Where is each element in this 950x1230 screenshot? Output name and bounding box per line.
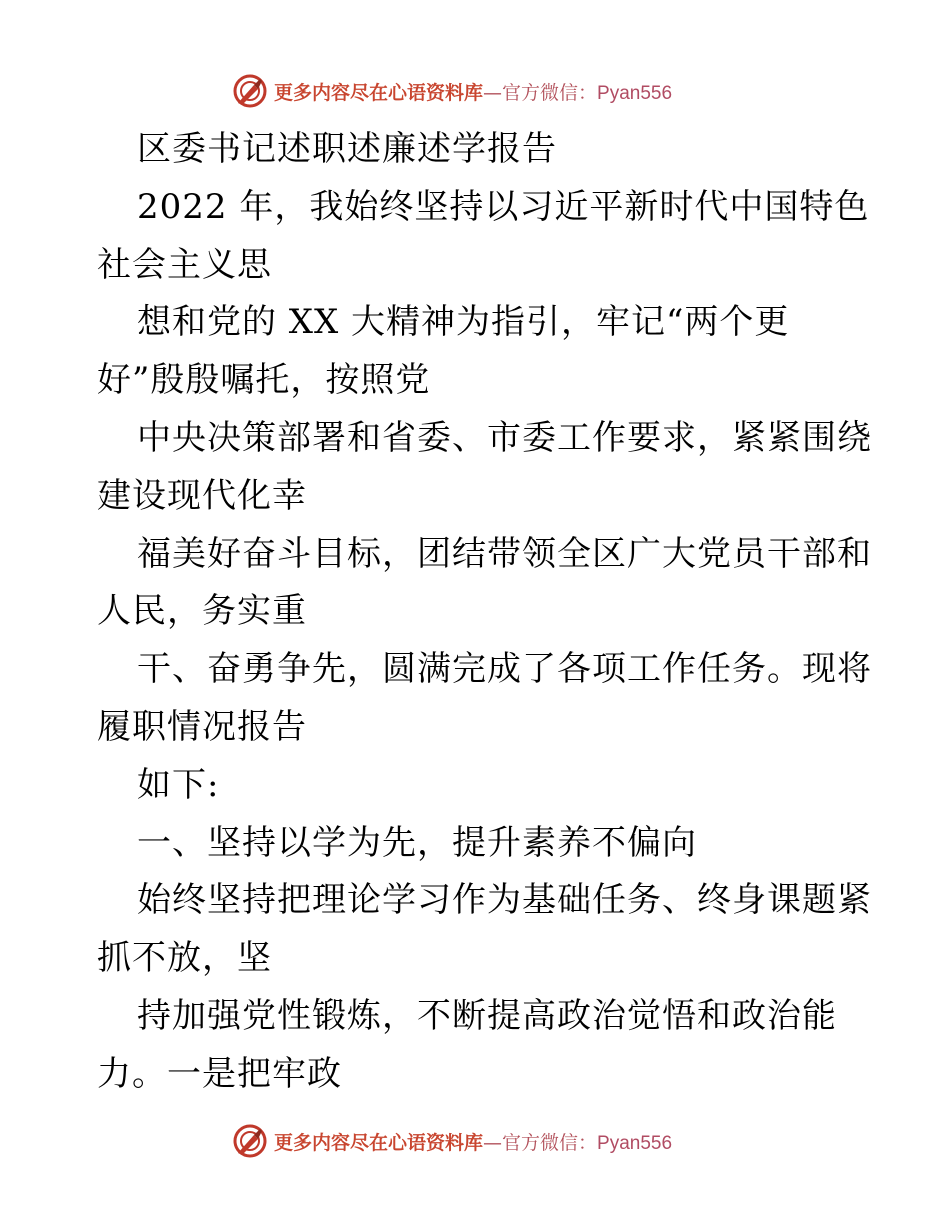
doc-line: 力。一是把牢政	[97, 1053, 342, 1094]
doc-line: 抓不放，坚	[97, 938, 272, 979]
doc-line: 好”殷殷嘱托，按照党	[97, 360, 431, 401]
banner-sub-text: 官方微信：	[502, 81, 598, 104]
doc-line: 干、奋勇争先，圆满完成了各项工作任务。现将	[137, 649, 872, 690]
banner-dash: —	[483, 81, 503, 104]
doc-line: 如下:	[137, 764, 220, 805]
doc-line: 建设现代化幸	[97, 475, 307, 516]
doc-line: 中央决策部署和省委、市委工作要求，紧紧围绕	[137, 417, 872, 458]
document-body	[97, 121, 872, 1104]
doc-line: 社会主义思	[97, 244, 272, 285]
pen-nib-logo-icon	[232, 1123, 268, 1159]
header-banner	[232, 71, 752, 111]
banner-main-text: 更多内容尽在心语资料库	[274, 81, 484, 104]
header-banner-text	[274, 78, 672, 105]
doc-line: 一、坚持以学为先，提升素养不偏向	[137, 822, 697, 863]
doc-line: 福美好奋斗目标，团结带领全区广大党员干部和	[137, 533, 872, 574]
doc-line: 持加强党性锻炼，不断提高政治觉悟和政治能	[137, 995, 837, 1036]
doc-line: 2022 年，我始终坚持以习近平新时代中国特色	[137, 186, 870, 227]
banner-main-text: 更多内容尽在心语资料库	[274, 1131, 484, 1154]
banner-wechat-id: Pyan556	[597, 1132, 673, 1154]
footer-banner	[232, 1121, 752, 1161]
doc-line: 想和党的 XX 大精神为指引，牢记“两个更	[137, 302, 790, 343]
doc-line: 履职情况报告	[97, 706, 307, 747]
doc-line: 人民，务实重	[97, 591, 307, 632]
doc-line: 区委书记述职述廉述学报告	[137, 129, 557, 169]
banner-dash: —	[483, 1131, 503, 1154]
banner-wechat-id: Pyan556	[597, 82, 673, 104]
doc-line: 始终坚持把理论学习作为基础任务、终身课题紧	[137, 880, 872, 921]
footer-banner-text	[274, 1128, 672, 1155]
banner-sub-text: 官方微信：	[502, 1131, 598, 1154]
pen-nib-logo-icon	[232, 73, 268, 109]
